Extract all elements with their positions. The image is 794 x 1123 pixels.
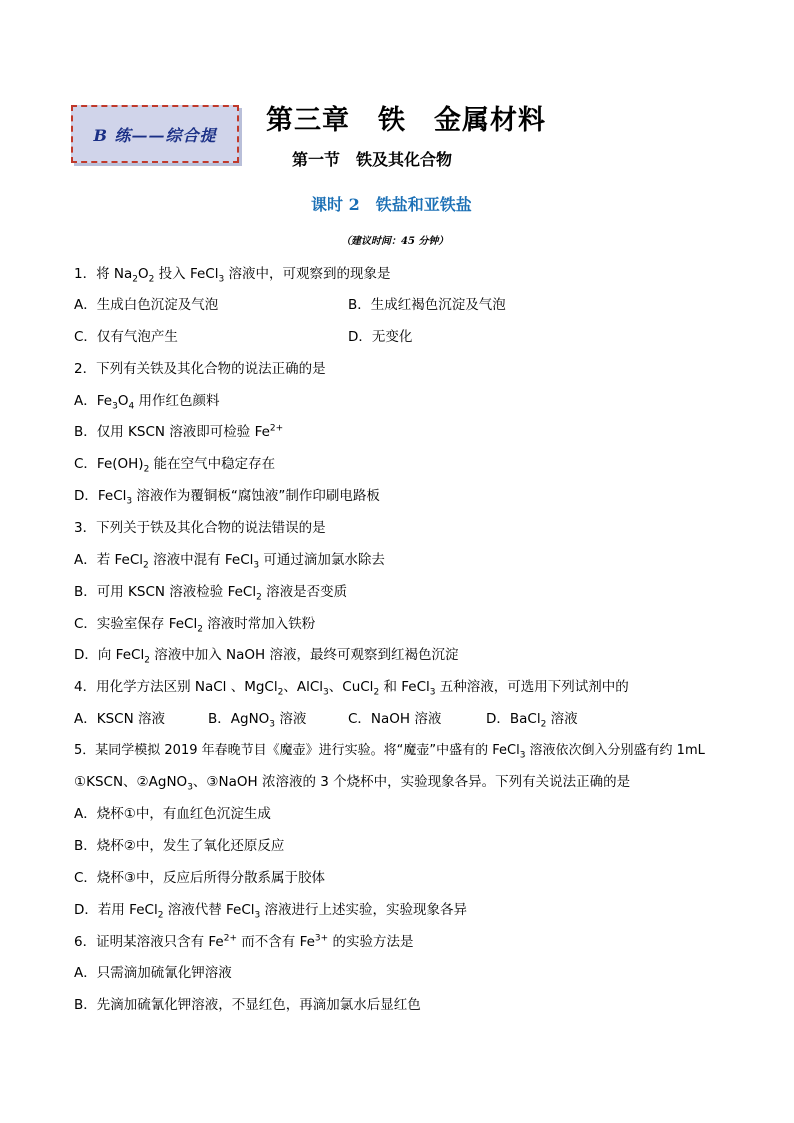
question-3-option-b: B．可用 KSCN 溶液检验 FeCl$_2$ 溶液是否变质: [74, 584, 348, 603]
question-2-option-a: A．$Fe_3O_4$ 用作红色颜料: [74, 393, 220, 412]
question-5-option-d: D．若用 FeCl$_2$ 溶液代替 FeCl$_3$ 溶液进行上述实验，实验现象各异: [74, 902, 468, 921]
question-1-option-d: D．无变化: [348, 329, 413, 345]
question-5-stem-line-2: ①KSCN、②AgNO$_3$、③NaOH 浓溶液的 3 个烧杯中，实验现象各异。下列有关说法正确的是: [74, 774, 631, 793]
question-3-stem: 3．下列关于铁及其化合物的说法错误的是: [74, 520, 326, 536]
question-5-stem-line-1: 5．某同学模拟 2019 年春晚节目《魔壶》进行实验。将“魔壶”中盛有的 FeCl$_3$ 溶液依次倒入分别盛有约 1mL: [74, 743, 705, 761]
question-4-option-a: A．KSCN 溶液: [74, 711, 165, 727]
question-4-option-b: B．AgNO$_3$ 溶液: [208, 711, 307, 730]
question-1-option-a: A．生成白色沉淀及气泡: [74, 297, 219, 313]
question-4-option-c: C．NaOH 溶液: [348, 711, 442, 727]
chapter-title: 第三章 铁 金属材料: [266, 105, 546, 136]
section-badge: [71, 105, 239, 163]
question-2-option-c: C．$Fe(OH)_2$ 能在空气中稳定存在: [74, 456, 276, 475]
badge-label: B 练——综合提: [93, 125, 217, 145]
question-1-option-c: C．仅有气泡产生: [74, 329, 178, 345]
question-6-option-b: B．先滴加硫氰化钾溶液，不显红色，再滴加氯水后显红色: [74, 997, 421, 1013]
question-2-option-d: D．FeCl$_3$ 溶液作为覆铜板“腐蚀液”制作印刷电路板: [74, 488, 380, 507]
question-4-stem: 4．用化学方法区别 NaCl 、MgCl$_2$、AlCl$_3$、CuCl$_2$ 和 FeCl$_3$ 五种溶液，可选用下列试剂中的: [74, 679, 629, 698]
question-4-option-d: D．BaCl$_2$ 溶液: [486, 711, 578, 730]
question-2-option-b: B．仅用 KSCN 溶液即可检验 $Fe^{2+}$: [74, 423, 284, 440]
question-3-option-d: D．向 FeCl$_2$ 溶液中加入 NaOH 溶液，最终可观察到红褐色沉淀: [74, 647, 459, 666]
question-5-option-c: C．烧杯③中，反应后所得分散系属于胶体: [74, 870, 326, 886]
lesson-title: 课时 2 铁盐和亚铁盐: [311, 195, 472, 214]
question-6-stem: 6．证明某溶液只含有 $Fe^{2+}$ 而不含有 $Fe^{3+}$ 的实验方法是: [74, 933, 414, 950]
question-2-stem: 2．下列有关铁及其化合物的说法正确的是: [74, 361, 326, 377]
question-6-option-a: A．只需滴加硫氰化钾溶液: [74, 965, 232, 981]
question-5-option-a: A．烧杯①中，有血红色沉淀生成: [74, 806, 271, 822]
question-5-option-b: B．烧杯②中，发生了氧化还原反应: [74, 838, 285, 854]
section-title: 第一节 铁及其化合物: [292, 150, 453, 169]
question-3-option-c: C．实验室保存 FeCl$_2$ 溶液时常加入铁粉: [74, 616, 316, 635]
question-1-stem: 1．将 $Na_2O_2$ 投入 FeCl$_3$ 溶液中，可观察到的现象是: [74, 266, 391, 285]
question-1-option-b: B．生成红褐色沉淀及气泡: [348, 297, 506, 313]
time-note: （建议时间：45 分钟）: [341, 236, 449, 247]
question-3-option-a: A．若 FeCl$_2$ 溶液中混有 FeCl$_3$ 可通过滴加氯水除去: [74, 552, 385, 571]
